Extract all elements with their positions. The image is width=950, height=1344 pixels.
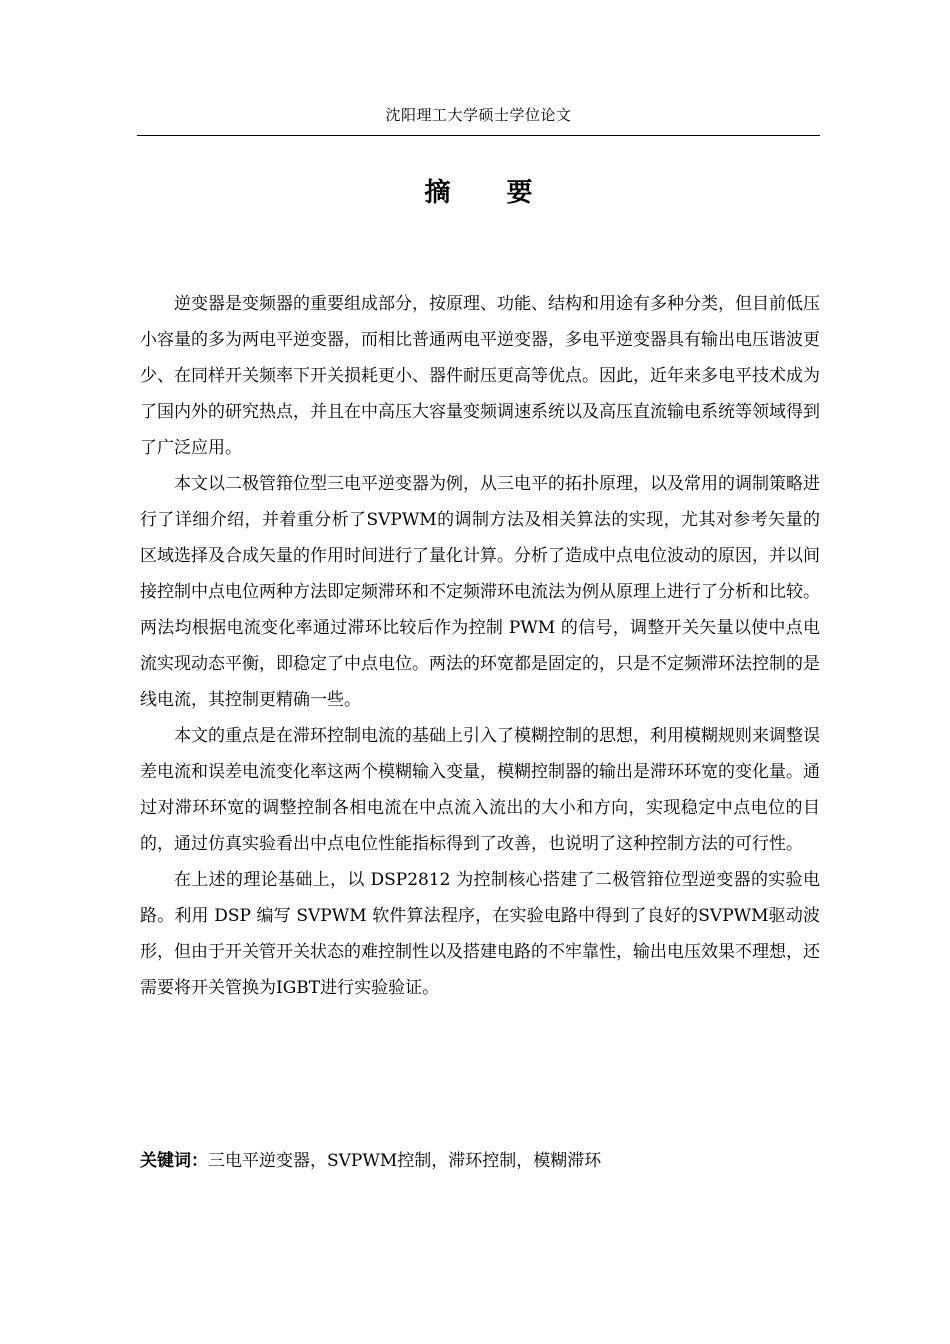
header-rule: [137, 135, 820, 136]
abstract-paragraph-4: 在上述的理论基础上，以 DSP2812 为控制核心搭建了二极管箝位型逆变器的实验电路。利用 DSP 编写 SVPWM 软件算法程序，在实验电路中得到了良好的SVPWM驱动波形，但由于开关管开关状态的难控制性以及搭建电路的不牢靠性，输出电压效果不理想，还需要将开关管换为IGBT进行实验验证。: [140, 870, 820, 998]
abstract-body: [140, 286, 820, 1006]
abstract-paragraph-3: 本文的重点是在滞环控制电流的基础上引入了模糊控制的思想，利用模糊规则来调整误差电流和误差电流变化率这两个模糊输入变量，模糊控制器的输出是滞环环宽的变化量。通过对滞环环宽的调整控制各相电流在中点流入流出的大小和方向，实现稳定中点电位的目的，通过仿真实验看出中点电位性能指标得到了改善，也说明了这种控制方法的可行性。: [140, 726, 820, 854]
keywords-line: [140, 1146, 820, 1176]
abstract-title: 摘要: [424, 178, 589, 208]
keywords-text: 三电平逆变器，SVPWM控制，滞环控制，模糊滞环: [208, 1151, 602, 1171]
abstract-paragraph-2: 本文以二极管箝位型三电平逆变器为例，从三电平的拓扑原理，以及常用的调制策略进行了详细介绍，并着重分析了SVPWM的调制方法及相关算法的实现，尤其对参考矢量的区域选择及合成矢量的作用时间进行了量化计算。分析了造成中点电位波动的原因，并以间接控制中点电位两种方法即定频滞环和不定频滞环电流法为例从原理上进行了分析和比较。两法均根据电流变化率通过滞环比较后作为控制 PWM 的信号，调整开关矢量以使中点电流实现动态平衡，即稳定了中点电位。两法的环宽都是固定的，只是不定频滞环法控制的是线电流，其控制更精确一些。: [140, 474, 820, 710]
keywords-label: 关键词：: [140, 1151, 208, 1171]
abstract-paragraph-1: 逆变器是变频器的重要组成部分，按原理、功能、结构和用途有多种分类，但目前低压小容量的多为两电平逆变器，而相比普通两电平逆变器，多电平逆变器具有输出电压谐波更少、在同样开关频率下开关损耗更小、器件耐压更高等优点。因此，近年来多电平技术成为了国内外的研究热点，并且在中高压大容量变频调速系统以及高压直流输电系统等领域得到了广泛应用。: [140, 294, 820, 458]
running-header: 沈阳理工大学硕士学位论文: [385, 106, 572, 124]
